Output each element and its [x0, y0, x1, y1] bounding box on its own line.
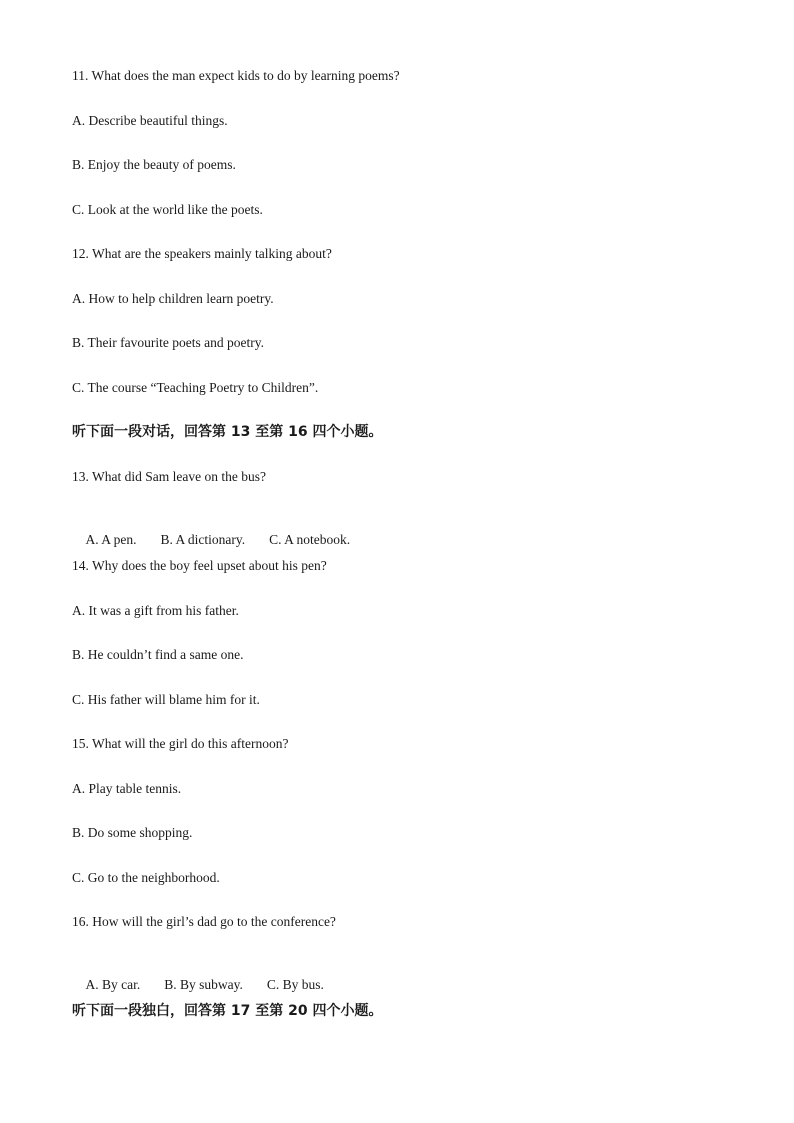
question-12-stem: 12. What are the speakers mainly talking about? [72, 246, 332, 261]
question-15-option-a: A. Play table tennis. [72, 781, 182, 796]
question-16-option-c: C. By bus. [266, 977, 324, 992]
question-13-option-a: A. A pen. [85, 532, 137, 547]
question-16-stem: 16. How will the girl’s dad go to the conference? [72, 914, 336, 929]
question-11-option-a: A. Describe beautiful things. [72, 113, 228, 128]
question-16-option-b: B. By subway. [164, 977, 243, 992]
question-14-option-a: A. It was a gift from his father. [72, 603, 239, 618]
question-14-option-c: C. His father will blame him for it. [72, 692, 260, 707]
question-11-option-b: B. Enjoy the beauty of poems. [72, 157, 236, 172]
question-13-option-c: C. A notebook. [269, 532, 351, 547]
question-12-option-a: A. How to help children learn poetry. [72, 291, 274, 306]
question-15-stem: 15. What will the girl do this afternoon? [72, 736, 289, 751]
question-15-option-c: C. Go to the neighborhood. [72, 870, 220, 885]
question-11-stem: 11. What does the man expect kids to do by learning poems? [72, 68, 400, 83]
question-12-option-b: B. Their favourite poets and poetry. [72, 335, 264, 350]
question-14-option-b: B. He couldn’t find a same one. [72, 647, 244, 662]
question-11-option-c: C. Look at the world like the poets. [72, 202, 263, 217]
section-heading-monologue: 听下面一段独白，回答第 17 至第 20 四个小题。 [72, 1003, 383, 1019]
section-heading-dialogue: 听下面一段对话，回答第 13 至第 16 四个小题。 [72, 424, 383, 440]
question-13-option-b: B. A dictionary. [160, 532, 246, 547]
question-16-option-a: A. By car. [85, 977, 141, 992]
question-13-stem: 13. What did Sam leave on the bus? [72, 469, 266, 484]
question-15-option-b: B. Do some shopping. [72, 825, 193, 840]
question-12-option-c: C. The course “Teaching Poetry to Children”. [72, 380, 319, 395]
question-14-stem: 14. Why does the boy feel upset about his pen? [72, 558, 327, 573]
